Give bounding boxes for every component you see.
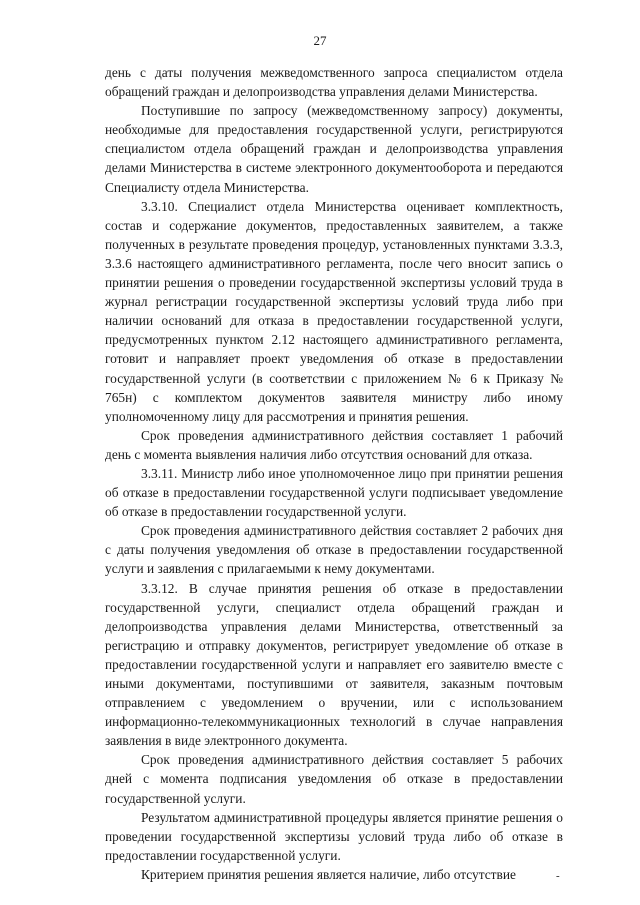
paragraph-3-3-11: 3.3.11. Министр либо иное уполномоченное лицо при принятии решения об отказе в предоставлении государственной услуги подписывает уведомление об отказе в предоставлении государственной услуги.	[105, 465, 563, 520]
paragraph-deadline-2-days: Срок проведения административного действия составляет 2 рабочих дня с даты получения уведомления об отказе в предоставлении государственной услуги и заявления с прилагаемыми к нему документами.	[105, 523, 563, 577]
footer-mark: -	[556, 870, 560, 882]
paragraph-3-3-12: 3.3.12. В случае принятия решения об отказе в предоставлении государственной услуги, специалист отдела обращений граждан и делопроизводства управления делами Министерства, ответственный за регистрацию и отправку документов, регистрирует уведомление об отказе в предоставлении государственной услуги и направляет его заявителю вместе с иными документами, поступившими от заявителя, заказным почтовым отправлением с уведомлением о вручении, или с использованием информационно-телекоммуникационных технологий в случае направления заявления в виде электронного документа.	[105, 580, 563, 749]
paragraph-3-3-10: 3.3.10. Специалист отдела Министерства оценивает комплектность, состав и содержание документов, предоставленных заявителем, а также полученных в результате проведения процедур, установленных пунктами 3.3.3, 3.3.6 настоящего административного регламента, после чего вносит запись о принятии решения о проведении государственной экспертизы условий труда в журнал регистрации государственной экспертизы условий труда либо при наличии оснований для отказа в предоставлении государственной услуги, предусмотренных пунктом 2.12 настоящего административного регламента, готовит и направляет проект уведомления об отказе в предоставлении государственной услуги (в соответствии с приложением № 6 к Приказу № 765н) с комплектом документов заявителя министру либо иному уполномоченному лицу для рассмотрения и принятия решения.	[105, 198, 563, 424]
paragraph-result: Результатом административной процедуры является принятие решения о проведении государственной экспертизы условий труда либо об отказе в предоставлении государственной услуги.	[105, 809, 563, 863]
paragraph-incoming-documents: Поступившие по запросу (межведомственному запросу) документы, необходимые для предоставления государственной услуги, регистрируются специалистом отдела обращений граждан и делопроизводства управления делами Министерства в системе электронного документооборота и передаются Специалисту отдела Министерства.	[105, 103, 563, 195]
page-number: 27	[313, 33, 327, 48]
paragraph-deadline-1-day: Срок проведения административного действия составляет 1 рабочий день с момента выявления наличия либо отсутствия оснований для отказа.	[105, 427, 563, 462]
paragraph-continuation: день с даты получения межведомственного запроса специалистом отдела обращений граждан и делопроизводства управления делами Министерства.	[105, 65, 563, 100]
paragraph-criterion: Критерием принятия решения является наличие, либо отсутствие	[141, 866, 516, 882]
paragraph-deadline-5-days: Срок проведения административного действия составляет 5 рабочих дней с момента подписания уведомления об отказе в предоставлении государственной услуги.	[105, 752, 563, 806]
document-body	[105, 63, 563, 884]
